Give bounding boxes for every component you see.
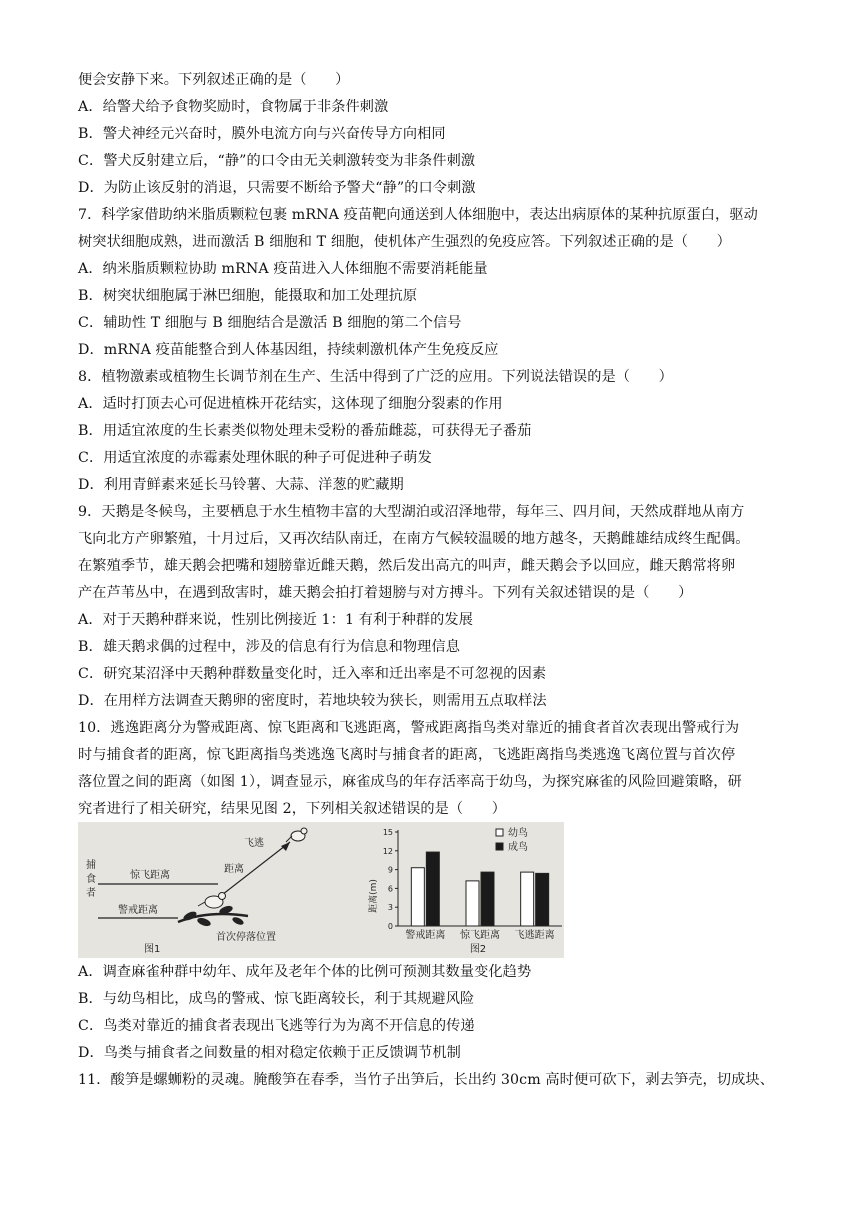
text-line: B．树突状细胞属于淋巴细胞，能摄取和加工处理抗原 bbox=[78, 288, 418, 304]
y-tick-label: 15 bbox=[382, 828, 393, 837]
x-tick-labels bbox=[405, 928, 554, 941]
fly-away-label: 飞逃 bbox=[244, 838, 264, 849]
figure-2-chart bbox=[367, 826, 562, 955]
bar-juvenile bbox=[466, 881, 479, 926]
bars bbox=[411, 852, 548, 926]
text-line: A．对于天鹅种群来说，性别比例接近 1：1 有利于种群的发展 bbox=[78, 612, 474, 628]
figure-panel bbox=[78, 822, 564, 958]
text-line: D．为防止该反射的消退，只需要不断给予警犬“静”的口令刺激 bbox=[78, 180, 476, 196]
text-line: 便会安静下来。下列叙述正确的是（ ） bbox=[78, 72, 350, 88]
text-line: 究者进行了相关研究，结果见图 2，下列相关叙述错误的是（ ） bbox=[78, 801, 507, 817]
flying-bird-icon bbox=[286, 828, 307, 842]
y-tick-label: 12 bbox=[382, 846, 393, 856]
text-line: C．鸟类对靠近的捕食者表现出飞逃等行为为离不开信息的传递 bbox=[78, 1018, 475, 1034]
text-line: 7．科学家借助纳米脂质颗粒包裹 mRNA 疫苗靶向通送到人体细胞中，表达出病原体的某种抗原蛋白，驱动 bbox=[78, 207, 758, 223]
text-line: D．在用样方法调查天鹅卵的密度时，若地块较为狭长，则需用五点取样法 bbox=[78, 693, 547, 709]
text-line: D．利用青鲜素来延长马铃薯、大蒜、洋葱的贮藏期 bbox=[78, 477, 404, 493]
figure-svg bbox=[78, 822, 564, 958]
text-line: 在繁殖季节，雄天鹅会把嘴和翅膀靠近雌天鹅，然后发出高亢的叫声，雌天鹅会予以回应，雌天鹅常将卵 bbox=[78, 558, 736, 574]
flight-arrow-head bbox=[281, 842, 290, 851]
bar-adult bbox=[481, 872, 494, 926]
bar-juvenile bbox=[411, 868, 424, 926]
text-line: D．鸟类与捕食者之间数量的相对稳定依赖于正反馈调节机制 bbox=[78, 1045, 461, 1061]
figure2-caption: 图2 bbox=[469, 944, 487, 955]
text-line: A．调查麻雀种群中幼年、成年及老年个体的比例可预测其数量变化趋势 bbox=[78, 964, 532, 980]
text-line: D．mRNA 疫苗能整合到人体基因组，持续刺激机体产生免疫反应 bbox=[78, 342, 499, 358]
predator-label-2: 食 bbox=[86, 874, 96, 885]
text-line: C．研究某沼泽中天鹅种群数量变化时，迁入率和迁出率是不可忽视的因素 bbox=[78, 666, 547, 682]
legend-label: 成鸟 bbox=[508, 842, 528, 853]
figure1-caption: 图1 bbox=[144, 944, 161, 955]
text-line: 11．酸笋是螺蛳粉的灵魂。腌酸笋在春季，当竹子出笋后，长出约 30cm 高时便可砍下，剥去笋壳，切成块、 bbox=[78, 1072, 774, 1088]
text-line: 产在芦苇丛中，在遇到敌害时，雄天鹅会拍打着翅膀与对方搏斗。下列有关叙述错误的是（ ） bbox=[78, 585, 693, 601]
perched-bird-icon bbox=[198, 893, 226, 909]
legend-label: 幼鸟 bbox=[508, 828, 528, 839]
legend-swatch bbox=[496, 843, 503, 850]
text-line: 9．天鹅是冬候鸟，主要栖息于水生植物丰富的大型湖泊或沼泽地带，每年三、四月间，天然成群地从南方 bbox=[78, 504, 745, 520]
text-line: C．用适宜浓度的赤霉素处理休眠的种子可促进种子萌发 bbox=[78, 450, 432, 466]
text-line: 飞向北方产卵繁殖，十月过后，又再次结队南迁，在南方气候较温暖的地方越冬，天鹅雌雄结成终生配偶。 bbox=[78, 531, 750, 547]
alert-distance-label: 警戒距离 bbox=[118, 905, 158, 916]
text-line: 10．逃逸距离分为警戒距离、惊飞距离和飞逃距离，警戒距离指鸟类对靠近的捕食者首次表现出警戒行为 bbox=[78, 720, 740, 736]
bar-adult bbox=[426, 852, 439, 926]
text-line: 树突状细胞成熟，进而激活 B 细胞和 T 细胞，使机体产生强烈的免疫应答。下列叙述正确的是（ ） bbox=[78, 234, 731, 250]
y-tick-label: 3 bbox=[387, 903, 393, 913]
distance-label: 距离 bbox=[224, 864, 244, 875]
text-line: B．雄天鹅求偶的过程中，涉及的信息有行为信息和物理信息 bbox=[78, 639, 461, 655]
text-line: A．适时打顶去心可促进植株开花结实，这体现了细胞分裂素的作用 bbox=[78, 396, 503, 412]
x-tick-label: 警戒距离 bbox=[405, 930, 446, 941]
text-line: 落位置之间的距离（如图 1），调查显示，麻雀成鸟的年存活率高于幼鸟，为探究麻雀的风险回避策略，研 bbox=[78, 774, 742, 790]
bar-adult bbox=[536, 873, 549, 926]
text-line: B．警犬神经元兴奋时，膜外电流方向与兴奋传导方向相同 bbox=[78, 126, 446, 142]
legend-swatch bbox=[496, 829, 503, 836]
y-ticks bbox=[383, 828, 398, 931]
text-line: 时与捕食者的距离，惊飞距离指鸟类逃逸飞离时与捕食者的距离，飞逃距离指鸟类逃逸飞离位置与首次停 bbox=[78, 747, 736, 763]
startle-distance-label: 惊飞距离 bbox=[130, 870, 170, 881]
text-line: C．警犬反射建立后，“静”的口令由无关刺激转变为非条件刺激 bbox=[78, 153, 476, 169]
text-line: A．纳米脂质颗粒协助 mRNA 疫苗进入人体细胞不需要消耗能量 bbox=[78, 261, 488, 277]
text-line: 8．植物激素或植物生长调节剂在生产、生活中得到了广泛的应用。下列说法错误的是（ ） bbox=[78, 369, 673, 385]
text-line: A．给警犬给予食物奖励时，食物属于非条件刺激 bbox=[78, 99, 389, 115]
figure-1 bbox=[86, 828, 307, 955]
text-line: B．与幼鸟相比，成鸟的警戒、惊飞距离较长，利于其规避风险 bbox=[78, 991, 475, 1007]
predator-label-3: 者 bbox=[86, 888, 96, 899]
x-tick-label: 惊飞距离 bbox=[460, 930, 500, 941]
y-axis-label: 距离(m) bbox=[369, 879, 379, 913]
first-perch-label: 首次停落位置 bbox=[216, 932, 276, 943]
predator-label-1: 捕 bbox=[86, 860, 96, 871]
bar-juvenile bbox=[521, 872, 534, 926]
text-line: C．辅助性 T 细胞与 B 细胞结合是激活 B 细胞的第二个信号 bbox=[78, 315, 462, 331]
legend bbox=[496, 826, 528, 853]
y-tick-label: 6 bbox=[387, 884, 393, 894]
y-tick-label: 9 bbox=[387, 865, 393, 875]
y-tick-label: 0 bbox=[387, 922, 393, 931]
text-line: B．用适宜浓度的生长素类似物处理未受粉的番茄雌蕊，可获得无子番茄 bbox=[78, 423, 532, 439]
x-tick-label: 飞逃距离 bbox=[514, 930, 555, 941]
